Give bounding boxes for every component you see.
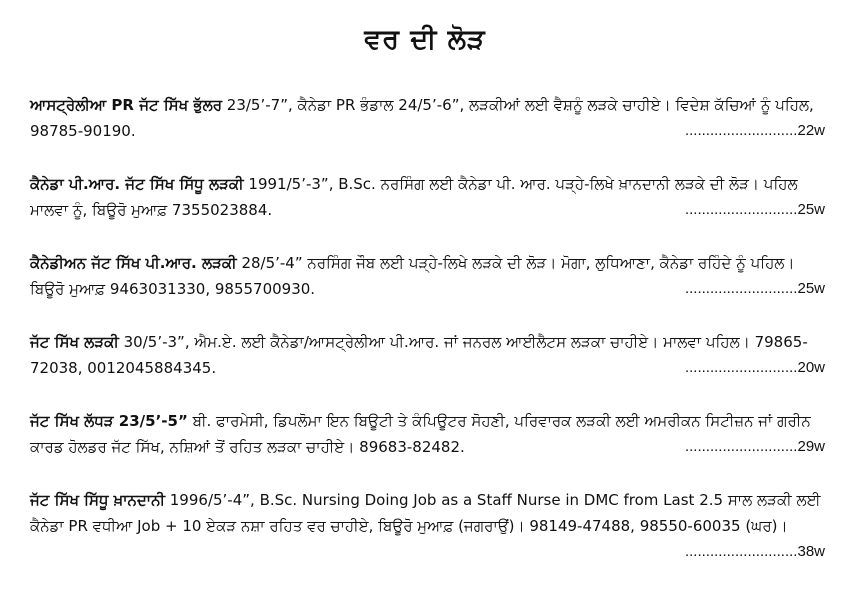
ad-body: 1991/5’-3”, B.Sc. ਨਰਸਿੰਗ ਲਈ ਕੈਨੇਡਾ ਪੀ. ਆਰ. ਪੜ੍ਹੇ-ਲਿਖੇ ਖ਼ਾਨਦਾਨੀ ਲੜਕੇ ਦੀ ਲੋੜ। ਪਹਿਲ ਮਾਲਵਾ ਨੂੰ, ਬਿਊਰੋ ਮੁਆਫ਼ 7355023884. xyxy=(30,175,798,219)
ad-item-3 xyxy=(30,250,825,329)
ad-word-count: ...........................22w xyxy=(679,118,825,144)
ad-lead: ਜੱਟ ਸਿੱਖ ਸਿੱਧੂ ਖ਼ਾਨਦਾਨੀ xyxy=(30,491,165,509)
ad-text xyxy=(30,487,825,539)
ad-lead: ਆਸਟ੍ਰੇਲੀਆ PR ਜੱਟ ਸਿੱਖ ਭੁੱਲਰ xyxy=(30,96,223,114)
ad-word-count: ...........................29w xyxy=(679,434,825,460)
ad-body: 23/5’-7”, ਕੈਨੇਡਾ PR ਭੰਡਾਲ 24/5’-6”, ਲੜਕੀਆਂ ਲਈ ਵੈਸ਼ਨੂੰ ਲੜਕੇ ਚਾਹੀਏ। ਵਿਦੇਸ਼ ਕੱਚਿਆਂ ਨੂੰ ਪਹਿਲ, 98785-90190. xyxy=(30,96,814,140)
ad-body: 1996/5’-4”, B.Sc. Nursing Doing Job as a Staff Nurse in DMC from Last 2.5 ਸਾਲ ਲੜਕੀ ਲਈ ਕੈਨੇਡਾ PR ਵਧੀਆ Job + 10 ਏਕੜ ਨਸ਼ਾ ਰਹਿਤ ਵਰ ਚਾਹੀਏ, ਬਿਊਰੋ ਮੁਆਫ਼ (ਜਗਰਾਉਂ)। 98149-47488, 98550-60035 (ਘਰ)। xyxy=(30,491,821,535)
ad-item-6 xyxy=(30,487,825,577)
ad-body: 30/5’-3”, ਐਮ.ਏ. ਲਈ ਕੈਨੇਡਾ/ਆਸਟ੍ਰੇਲੀਆ ਪੀ.ਆਰ. ਜਾਂ ਜਨਰਲ ਆਈਲੈਟਸ ਲੜਕਾ ਚਾਹੀਏ। ਮਾਲਵਾ ਪਹਿਲ। 79865-72038, 0012045884345. xyxy=(30,333,808,377)
ad-item-1 xyxy=(30,92,825,171)
classified-ads-list xyxy=(30,92,825,577)
ad-body: 28/5’-4” ਨਰਸਿੰਗ ਜੌਬ ਲਈ ਪੜ੍ਹੇ-ਲਿਖੇ ਲੜਕੇ ਦੀ ਲੋੜ। ਮੋਗਾ, ਲੁਧਿਆਣਾ, ਕੈਨੇਡਾ ਰਹਿੰਦੇ ਨੂੰ ਪਹਿਲ। ਬਿਊਰੋ ਮੁਆਫ਼ 9463031330, 9855700930. xyxy=(30,254,795,298)
ad-item-5 xyxy=(30,408,825,487)
ad-body: ਬੀ. ਫਾਰਮੇਸੀ, ਡਿਪਲੋਮਾ ਇਨ ਬਿਊਟੀ ਤੇ ਕੰਪਿਊਟਰ ਸੋਹਣੀ, ਪਰਿਵਾਰਕ ਲੜਕੀ ਲਈ ਅਮਰੀਕਨ ਸਿਟੀਜ਼ਨ ਜਾਂ ਗਰੀਨ ਕਾਰਡ ਹੋਲਡਰ ਜੱਟ ਸਿੱਖ, ਨਸ਼ਿਆਂ ਤੋਂ ਰਹਿਤ ਲੜਕਾ ਚਾਹੀਏ। 89683-82482. xyxy=(30,412,811,456)
ad-item-2 xyxy=(30,171,825,250)
ad-word-count: ...........................25w xyxy=(679,197,825,223)
ad-item-4 xyxy=(30,329,825,408)
ad-word-count: ...........................38w xyxy=(679,539,825,565)
ad-lead: ਜੱਟ ਸਿੱਖ ਲੜਕੀ xyxy=(30,333,119,351)
ad-lead: ਜੱਟ ਸਿੱਖ ਲੱਧੜ 23/5’-5” xyxy=(30,412,188,430)
ad-word-count: ...........................20w xyxy=(679,355,825,381)
ad-lead: ਕੈਨੇਡਾ ਪੀ.ਆਰ. ਜੱਟ ਸਿੱਖ ਸਿੱਧੂ ਲੜਕੀ xyxy=(30,175,244,193)
ad-word-count: ...........................25w xyxy=(679,276,825,302)
page-title: ਵਰ ਦੀ ਲੋੜ xyxy=(364,24,486,55)
ad-lead: ਕੈਨੇਡੀਅਨ ਜੱਟ ਸਿੱਖ ਪੀ.ਆਰ. ਲੜਕੀ xyxy=(30,254,237,272)
